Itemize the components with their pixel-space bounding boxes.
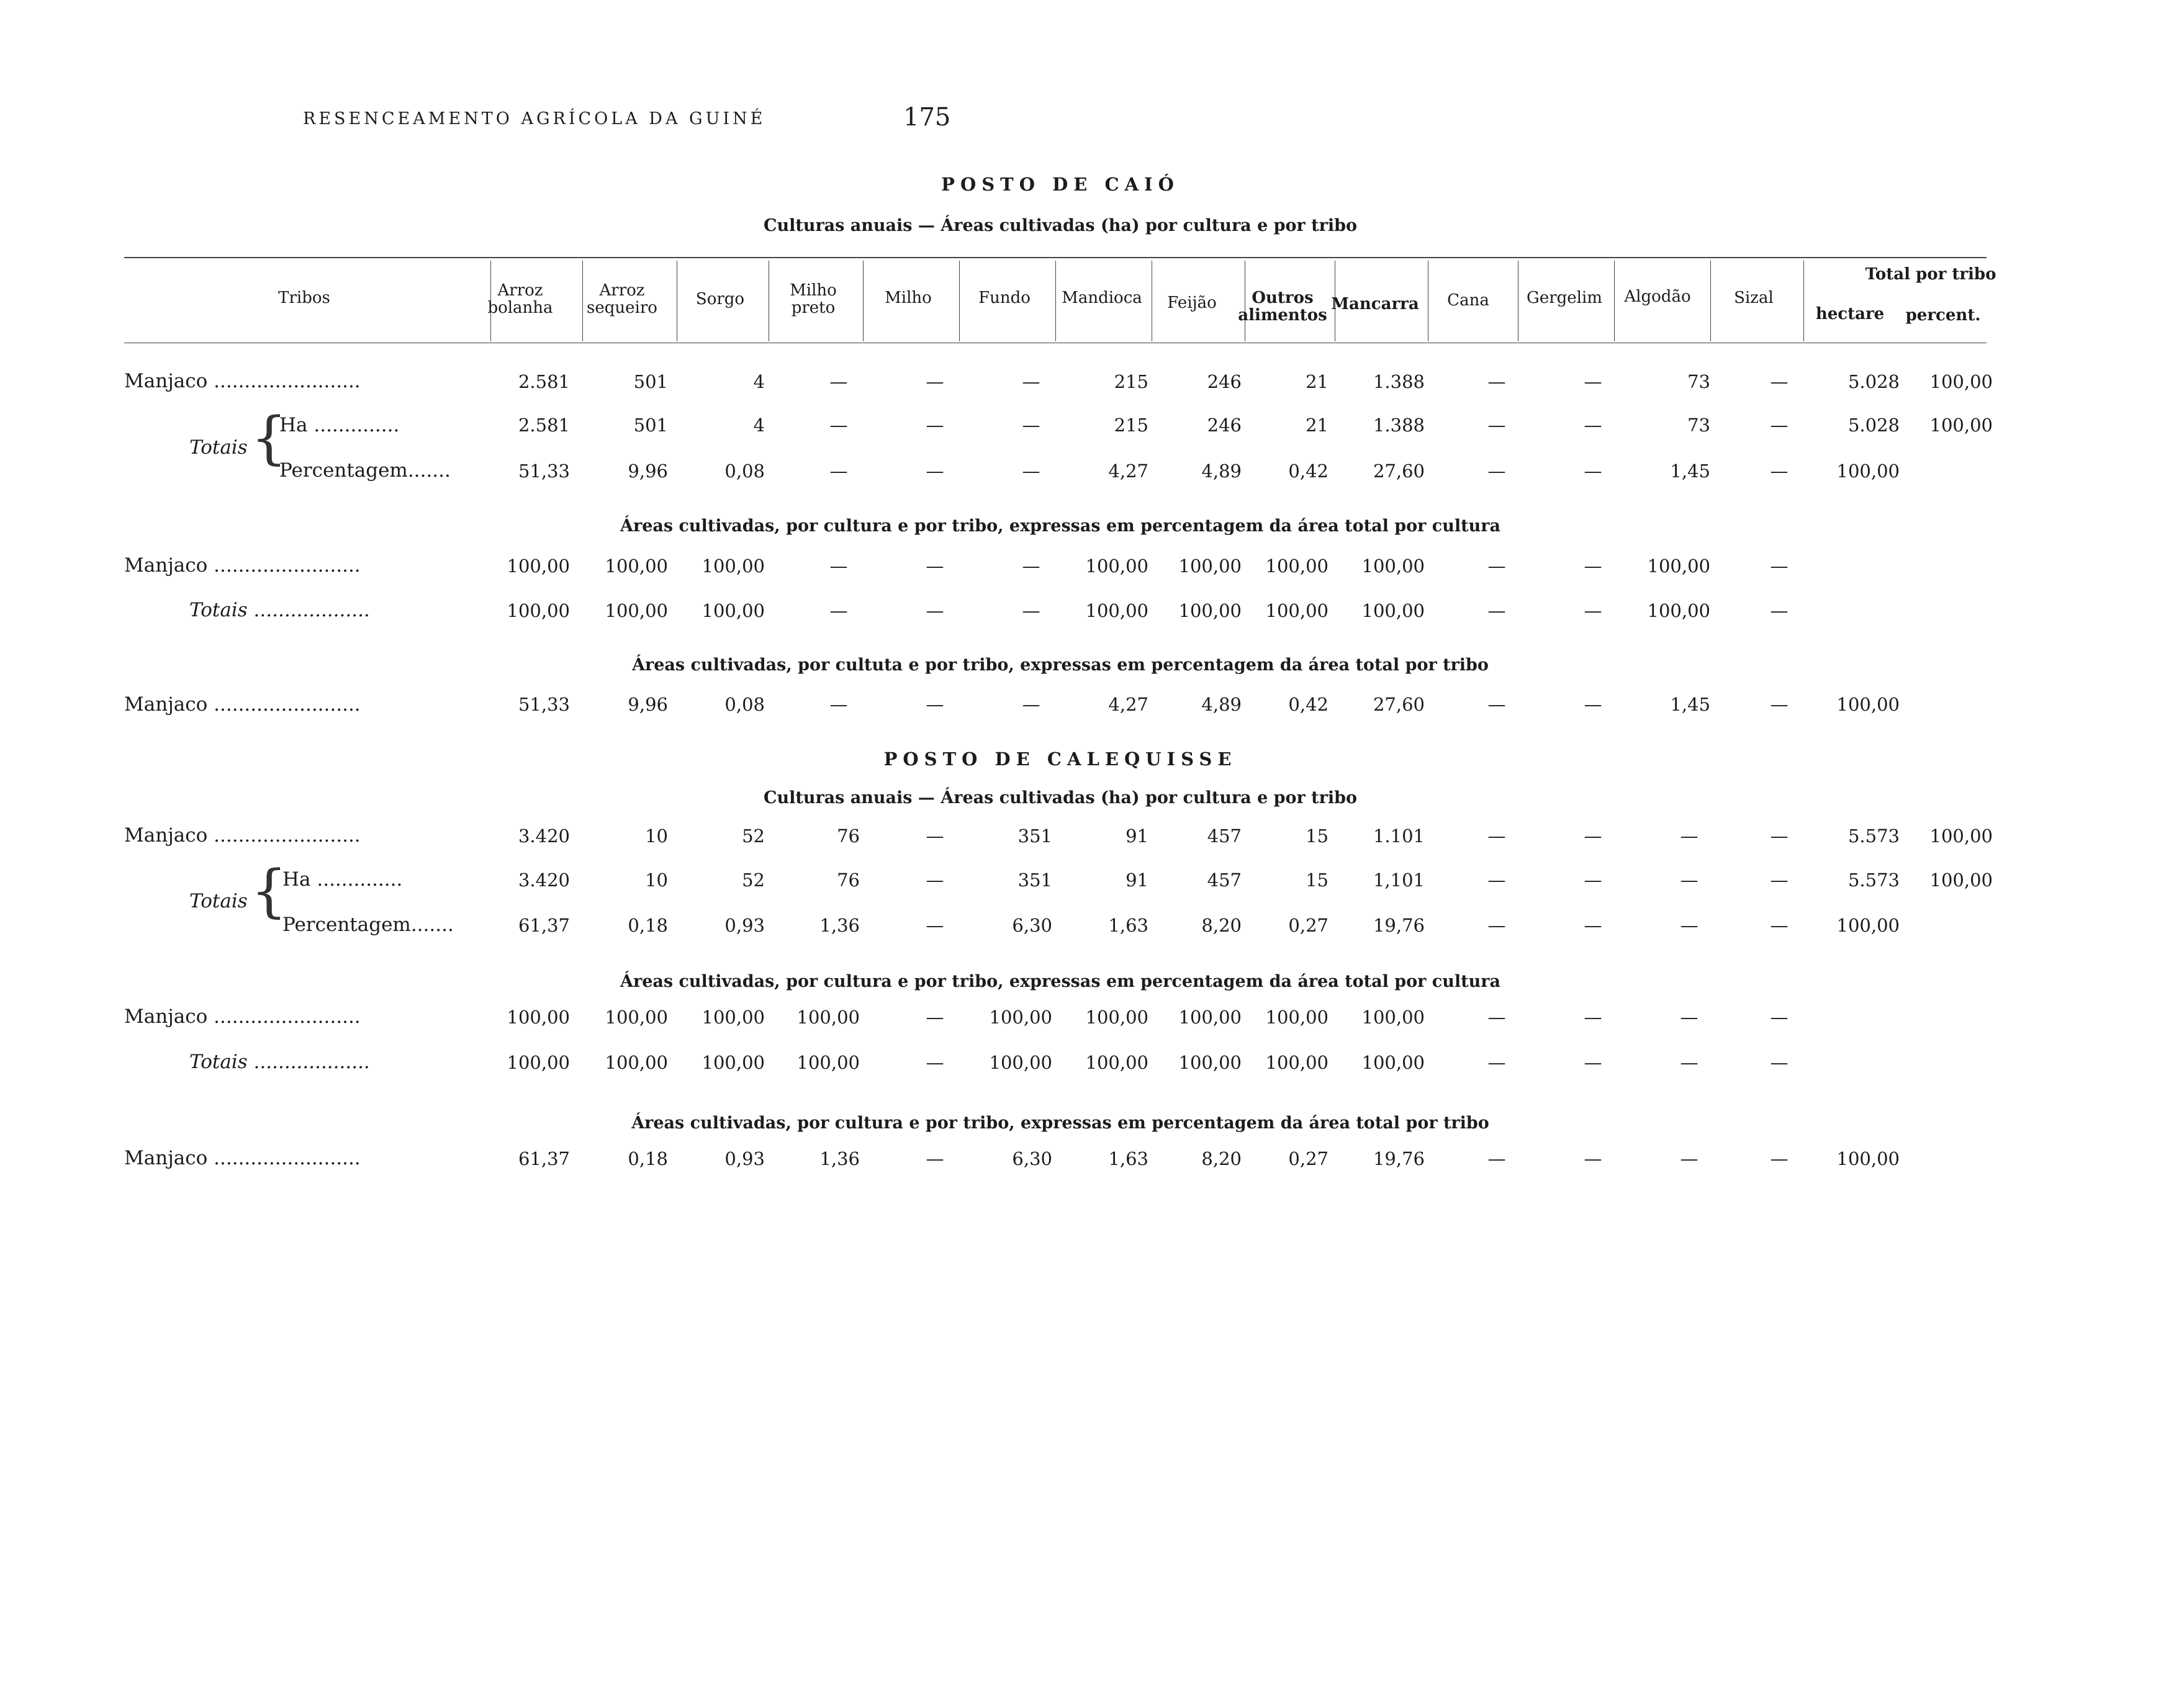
calequisse-pct-tribo-manjaco-cell: 1,63	[1108, 1148, 1148, 1169]
row-label-ha: Ha ..............	[279, 414, 400, 436]
calequisse-manjaco-cell: 3.420	[518, 825, 570, 847]
calequisse-pct-cultura-manjaco-cell: 100,00	[989, 1007, 1052, 1028]
calequisse-pct-tribo-manjaco-cell: 8,20	[1201, 1148, 1242, 1169]
caio-totais-ha-cell: —	[926, 415, 944, 436]
caio-manjaco-cell: 5.028	[1847, 371, 1900, 392]
calequisse-pct-cultura-totais-cell: 100,00	[1265, 1052, 1329, 1073]
calequisse-totais-ha-cell: 5.573	[1847, 870, 1900, 891]
calequisse-pct-cultura-manjaco-cell: 100,00	[702, 1007, 765, 1028]
caio-manjaco-cell: —	[1770, 371, 1789, 392]
row-label-manjaco: Manjaco ........................	[124, 370, 361, 392]
calequisse-manjaco-cell: 457	[1207, 825, 1242, 847]
caio-manjaco-cell: —	[1487, 371, 1506, 392]
caio-totais-ha-cell: —	[1022, 415, 1040, 436]
caio-manjaco-cell: 1.388	[1373, 371, 1425, 392]
caio-pct-cultura-totais-cell: 100,00	[605, 600, 668, 621]
caio-totais-pct-cell: 100,00	[1836, 461, 1900, 482]
caio-pct-tribo-manjaco-cell: —	[1584, 694, 1602, 715]
calequisse-totais-ha-cell: —	[1770, 870, 1789, 891]
calequisse-totais-pct-cell: —	[1487, 915, 1506, 936]
caio-totais-ha-cell: —	[1770, 415, 1789, 436]
caio-totais-pct-cell: —	[1584, 461, 1602, 482]
calequisse-pct-cultura-totais-cell: 100,00	[1178, 1052, 1242, 1073]
calequisse-totais-ha-cell: 3.420	[518, 870, 570, 891]
col-arroz-sequeiro: Arroz sequeiro	[587, 281, 657, 317]
caio-totais-pct-cell: —	[829, 461, 848, 482]
calequisse-subtitle-pct-tribo: Áreas cultivadas, por cultura e por tribo, expressas em percentagem da área total por tribo	[631, 1113, 1489, 1133]
calequisse-manjaco-cell: 10	[645, 825, 668, 847]
caio-pct-tribo-manjaco-cell: 27,60	[1373, 694, 1425, 715]
row-label-totais: Totais	[189, 436, 248, 459]
calequisse-totais-ha-cell: —	[926, 870, 944, 891]
caio-totais-ha-cell: —	[829, 415, 848, 436]
caio-pct-tribo-manjaco-cell: 4,27	[1108, 694, 1148, 715]
calequisse-pct-cultura-manjaco-cell: —	[1680, 1007, 1699, 1028]
caio-manjaco-cell: 4	[753, 371, 765, 392]
calequisse-totais-ha-cell: 10	[645, 870, 668, 891]
row-label-totais: Totais ...................	[189, 599, 370, 621]
calequisse-manjaco-cell: 15	[1306, 825, 1329, 847]
caio-totais-pct-cell: —	[1487, 461, 1506, 482]
calequisse-title: POSTO DE CALEQUISSE	[883, 748, 1237, 770]
caio-manjaco-cell: 215	[1114, 371, 1148, 392]
col-sorgo: Sorgo	[695, 290, 745, 308]
brace-totais: {	[251, 405, 287, 471]
row-label-manjaco: Manjaco ........................	[124, 824, 361, 847]
row-label-percentagem: Percentagem.......	[282, 914, 454, 936]
calequisse-totais-ha-cell: 76	[837, 870, 860, 891]
caio-manjaco-cell: —	[926, 371, 944, 392]
calequisse-pct-cultura-manjaco-cell: —	[1770, 1007, 1789, 1028]
caio-pct-cultura-manjaco-cell: —	[1022, 555, 1040, 577]
caio-pct-tribo-manjaco-cell: 51,33	[518, 694, 570, 715]
calequisse-manjaco-cell: 351	[1017, 825, 1052, 847]
calequisse-totais-ha-cell: 351	[1017, 870, 1052, 891]
calequisse-pct-cultura-totais-cell: —	[1680, 1052, 1699, 1073]
caio-pct-cultura-manjaco-cell: —	[1770, 555, 1789, 577]
calequisse-totais-pct-cell: 0,93	[724, 915, 765, 936]
calequisse-manjaco-cell: 76	[837, 825, 860, 847]
caio-pct-cultura-totais-cell: 100,00	[1361, 600, 1425, 621]
column-rule	[1614, 261, 1615, 341]
calequisse-pct-tribo-manjaco-cell: —	[1680, 1148, 1699, 1169]
caio-totais-ha-cell: —	[1584, 415, 1602, 436]
col-sizal: Sizal	[1734, 289, 1774, 307]
caio-manjaco-cell: —	[1584, 371, 1602, 392]
caio-totais-pct-cell: 0,08	[724, 461, 765, 482]
caio-pct-tribo-manjaco-cell: 0,08	[724, 694, 765, 715]
caio-pct-cultura-manjaco-cell: —	[1487, 555, 1506, 577]
calequisse-totais-ha-cell: 457	[1207, 870, 1242, 891]
calequisse-totais-pct-cell: 1,63	[1108, 915, 1148, 936]
col-fundo: Fundo	[978, 289, 1031, 307]
col-mancarra: Mancarra	[1331, 295, 1419, 313]
calequisse-totais-pct-cell: 0,27	[1288, 915, 1329, 936]
calequisse-manjaco-cell: 100,00	[1929, 825, 1993, 847]
calequisse-pct-cultura-manjaco-cell: 100,00	[1265, 1007, 1329, 1028]
calequisse-subtitle-pct-cultura: Áreas cultivadas, por cultura e por tribo, expressas em percentagem da área total por cultura	[620, 972, 1500, 991]
calequisse-pct-cultura-manjaco-cell: —	[926, 1007, 944, 1028]
calequisse-pct-cultura-manjaco-cell: 100,00	[605, 1007, 668, 1028]
column-rule	[959, 261, 960, 341]
calequisse-subtitle-areas: Culturas anuais — Áreas cultivadas (ha) por cultura e por tribo	[763, 788, 1358, 807]
caio-totais-pct-cell: 0,42	[1288, 461, 1329, 482]
calequisse-manjaco-cell: —	[1584, 825, 1602, 847]
calequisse-pct-cultura-totais-cell: —	[926, 1052, 944, 1073]
calequisse-pct-tribo-manjaco-cell: —	[1487, 1148, 1506, 1169]
calequisse-pct-cultura-totais-cell: —	[1487, 1052, 1506, 1073]
caio-pct-cultura-manjaco-cell: 100,00	[1178, 555, 1242, 577]
caio-totais-ha-cell: 4	[753, 415, 765, 436]
calequisse-manjaco-cell: —	[1680, 825, 1699, 847]
calequisse-totais-pct-cell: 6,30	[1012, 915, 1052, 936]
calequisse-pct-cultura-totais-cell: 100,00	[1085, 1052, 1148, 1073]
col-total-por-tribo: Total por tribo	[1865, 265, 1996, 284]
caio-pct-cultura-totais-cell: 100,00	[507, 600, 570, 621]
calequisse-totais-pct-cell: 8,20	[1201, 915, 1242, 936]
col-arroz-bolanha: Arroz bolanha	[487, 281, 553, 317]
caio-pct-cultura-totais-cell: 100,00	[702, 600, 765, 621]
row-label-manjaco: Manjaco ........................	[124, 1147, 361, 1169]
calequisse-pct-cultura-totais-cell: 100,00	[1361, 1052, 1425, 1073]
calequisse-pct-tribo-manjaco-cell: —	[1584, 1148, 1602, 1169]
caio-manjaco-cell: —	[829, 371, 848, 392]
caio-pct-tribo-manjaco-cell: —	[1487, 694, 1506, 715]
calequisse-pct-cultura-manjaco-cell: 100,00	[796, 1007, 860, 1028]
caio-pct-tribo-manjaco-cell: 100,00	[1836, 694, 1900, 715]
calequisse-manjaco-cell: 52	[742, 825, 765, 847]
calequisse-pct-tribo-manjaco-cell: 6,30	[1012, 1148, 1052, 1169]
column-rule	[1055, 261, 1056, 341]
column-rule	[582, 261, 583, 341]
calequisse-totais-pct-cell: —	[1770, 915, 1789, 936]
calequisse-totais-pct-cell: —	[1584, 915, 1602, 936]
calequisse-pct-cultura-manjaco-cell: 100,00	[507, 1007, 570, 1028]
calequisse-manjaco-cell: 5.573	[1847, 825, 1900, 847]
calequisse-totais-pct-cell: 100,00	[1836, 915, 1900, 936]
caio-pct-tribo-manjaco-cell: 0,42	[1288, 694, 1329, 715]
caio-pct-cultura-totais-cell: —	[926, 600, 944, 621]
caio-pct-tribo-manjaco-cell: 1,45	[1670, 694, 1710, 715]
calequisse-pct-cultura-totais-cell: 100,00	[605, 1052, 668, 1073]
col-tribos: Tribos	[278, 289, 330, 307]
caio-subtitle-areas: Culturas anuais — Áreas cultivadas (ha) por cultura e por tribo	[763, 216, 1358, 235]
column-rule	[1710, 261, 1711, 341]
caio-pct-cultura-manjaco-cell: 100,00	[507, 555, 570, 577]
caio-totais-ha-cell: 246	[1207, 415, 1242, 436]
calequisse-pct-cultura-totais-cell: 100,00	[702, 1052, 765, 1073]
calequisse-totais-ha-cell: —	[1584, 870, 1602, 891]
caio-subtitle-pct-tribo: Áreas cultivadas, por cultuta e por tribo, expressas em percentagem da área total por tribo	[632, 655, 1489, 675]
caio-subtitle-pct-cultura: Áreas cultivadas, por cultura e por tribo, expressas em percentagem da área total por cultura	[620, 516, 1500, 536]
col-cana: Cana	[1447, 291, 1489, 310]
caio-pct-cultura-manjaco-cell: 100,00	[1361, 555, 1425, 577]
caio-pct-cultura-manjaco-cell: 100,00	[605, 555, 668, 577]
calequisse-pct-tribo-manjaco-cell: 19,76	[1373, 1148, 1425, 1169]
col-milho: Milho	[885, 289, 932, 307]
calequisse-pct-tribo-manjaco-cell: —	[1770, 1148, 1789, 1169]
calequisse-totais-ha-cell: 100,00	[1929, 870, 1993, 891]
caio-pct-cultura-manjaco-cell: 100,00	[702, 555, 765, 577]
caio-totais-pct-cell: —	[1770, 461, 1789, 482]
caio-pct-tribo-manjaco-cell: 9,96	[628, 694, 668, 715]
caio-totais-pct-cell: 27,60	[1373, 461, 1425, 482]
caio-totais-pct-cell: 1,45	[1670, 461, 1710, 482]
caio-pct-cultura-totais-cell: —	[1487, 600, 1506, 621]
calequisse-totais-ha-cell: 91	[1126, 870, 1148, 891]
col-hectare: hectare	[1815, 305, 1885, 323]
calequisse-pct-tribo-manjaco-cell: 0,27	[1288, 1148, 1329, 1169]
calequisse-totais-pct-cell: 19,76	[1373, 915, 1425, 936]
caio-totais-ha-cell: 501	[633, 415, 668, 436]
caio-totais-ha-cell: 2.581	[518, 415, 570, 436]
col-percent: percent.	[1905, 306, 1981, 325]
caio-pct-cultura-totais-cell: —	[829, 600, 848, 621]
calequisse-manjaco-cell: —	[1487, 825, 1506, 847]
caio-totais-ha-cell: 100,00	[1929, 415, 1993, 436]
calequisse-pct-cultura-manjaco-cell: 100,00	[1361, 1007, 1425, 1028]
caio-totais-ha-cell: 5.028	[1847, 415, 1900, 436]
caio-manjaco-cell: 246	[1207, 371, 1242, 392]
caio-totais-ha-cell: 73	[1687, 415, 1710, 436]
col-mandioca: Mandioca	[1062, 289, 1142, 307]
calequisse-totais-ha-cell: —	[1680, 870, 1699, 891]
calequisse-manjaco-cell: —	[926, 825, 944, 847]
caio-pct-cultura-manjaco-cell: —	[829, 555, 848, 577]
calequisse-totais-pct-cell: —	[926, 915, 944, 936]
caio-pct-tribo-manjaco-cell: —	[829, 694, 848, 715]
calequisse-pct-tribo-manjaco-cell: 0,93	[724, 1148, 765, 1169]
calequisse-manjaco-cell: 91	[1126, 825, 1148, 847]
row-label-manjaco: Manjaco ........................	[124, 693, 361, 716]
caio-pct-cultura-totais-cell: 100,00	[1178, 600, 1242, 621]
caio-pct-cultura-manjaco-cell: 100,00	[1647, 555, 1710, 577]
calequisse-pct-cultura-totais-cell: —	[1770, 1052, 1789, 1073]
calequisse-totais-ha-cell: 15	[1306, 870, 1329, 891]
caio-pct-tribo-manjaco-cell: —	[1022, 694, 1040, 715]
caio-totais-ha-cell: 215	[1114, 415, 1148, 436]
page-number: 175	[903, 103, 951, 132]
caio-pct-cultura-manjaco-cell: 100,00	[1085, 555, 1148, 577]
header-top-rule	[124, 257, 1987, 258]
caio-pct-cultura-manjaco-cell: 100,00	[1265, 555, 1329, 577]
row-label-totais: Totais	[189, 890, 248, 912]
caio-pct-tribo-manjaco-cell: 4,89	[1201, 694, 1242, 715]
row-label-totais: Totais ...................	[189, 1051, 370, 1073]
brace-totais: {	[251, 858, 287, 924]
caio-totais-ha-cell: 21	[1306, 415, 1329, 436]
caio-title: POSTO DE CAIÓ	[941, 174, 1180, 195]
caio-manjaco-cell: 2.581	[518, 371, 570, 392]
caio-manjaco-cell: 73	[1687, 371, 1710, 392]
caio-pct-cultura-manjaco-cell: —	[1584, 555, 1602, 577]
col-outros-alimentos: Outros alimentos	[1238, 289, 1327, 325]
calequisse-totais-ha-cell: 1,101	[1373, 870, 1425, 891]
caio-manjaco-cell: 501	[633, 371, 668, 392]
calequisse-totais-pct-cell: 0,18	[628, 915, 668, 936]
calequisse-pct-cultura-totais-cell: 100,00	[989, 1052, 1052, 1073]
calequisse-totais-ha-cell: —	[1487, 870, 1506, 891]
caio-pct-cultura-totais-cell: 100,00	[1647, 600, 1710, 621]
caio-manjaco-cell: 100,00	[1929, 371, 1993, 392]
caio-totais-ha-cell: —	[1487, 415, 1506, 436]
caio-totais-pct-cell: —	[926, 461, 944, 482]
column-rule	[1803, 261, 1804, 341]
calequisse-pct-tribo-manjaco-cell: 1,36	[819, 1148, 860, 1169]
caio-pct-cultura-totais-cell: 100,00	[1265, 600, 1329, 621]
calequisse-manjaco-cell: 1.101	[1373, 825, 1425, 847]
calequisse-pct-tribo-manjaco-cell: 100,00	[1836, 1148, 1900, 1169]
calequisse-pct-tribo-manjaco-cell: —	[926, 1148, 944, 1169]
caio-totais-pct-cell: 51,33	[518, 461, 570, 482]
caio-pct-tribo-manjaco-cell: —	[926, 694, 944, 715]
calequisse-pct-tribo-manjaco-cell: 0,18	[628, 1148, 668, 1169]
calequisse-pct-cultura-manjaco-cell: 100,00	[1178, 1007, 1242, 1028]
row-label-ha: Ha ..............	[282, 868, 403, 891]
column-rule	[863, 261, 864, 341]
calequisse-pct-cultura-totais-cell: 100,00	[507, 1052, 570, 1073]
calequisse-pct-tribo-manjaco-cell: 61,37	[518, 1148, 570, 1169]
col-algodao: Algodão	[1624, 287, 1691, 306]
caio-pct-cultura-totais-cell: —	[1022, 600, 1040, 621]
caio-pct-cultura-totais-cell: —	[1770, 600, 1789, 621]
running-head: RESENCEAMENTO AGRÍCOLA DA GUINÉ	[303, 109, 766, 128]
calequisse-pct-cultura-manjaco-cell: —	[1487, 1007, 1506, 1028]
caio-totais-pct-cell: —	[1022, 461, 1040, 482]
calequisse-pct-cultura-totais-cell: 100,00	[796, 1052, 860, 1073]
col-feijao: Feijão	[1167, 294, 1217, 312]
caio-totais-pct-cell: 4,27	[1108, 461, 1148, 482]
calequisse-totais-pct-cell: 61,37	[518, 915, 570, 936]
caio-manjaco-cell: 21	[1306, 371, 1329, 392]
calequisse-pct-cultura-totais-cell: —	[1584, 1052, 1602, 1073]
caio-pct-cultura-totais-cell: 100,00	[1085, 600, 1148, 621]
caio-manjaco-cell: —	[1022, 371, 1040, 392]
caio-pct-cultura-manjaco-cell: —	[926, 555, 944, 577]
calequisse-totais-ha-cell: 52	[742, 870, 765, 891]
calequisse-manjaco-cell: —	[1770, 825, 1789, 847]
row-label-manjaco: Manjaco ........................	[124, 1005, 361, 1028]
col-milho-preto: Milho preto	[790, 281, 837, 317]
caio-totais-pct-cell: 9,96	[628, 461, 668, 482]
calequisse-pct-cultura-manjaco-cell: —	[1584, 1007, 1602, 1028]
caio-pct-cultura-totais-cell: —	[1584, 600, 1602, 621]
row-label-percentagem: Percentagem.......	[279, 459, 451, 482]
calequisse-totais-pct-cell: —	[1680, 915, 1699, 936]
caio-totais-ha-cell: 1.388	[1373, 415, 1425, 436]
row-label-manjaco: Manjaco ........................	[124, 554, 361, 577]
col-gergelim: Gergelim	[1527, 289, 1602, 307]
calequisse-totais-pct-cell: 1,36	[819, 915, 860, 936]
caio-pct-tribo-manjaco-cell: —	[1770, 694, 1789, 715]
caio-totais-pct-cell: 4,89	[1201, 461, 1242, 482]
calequisse-pct-cultura-manjaco-cell: 100,00	[1085, 1007, 1148, 1028]
